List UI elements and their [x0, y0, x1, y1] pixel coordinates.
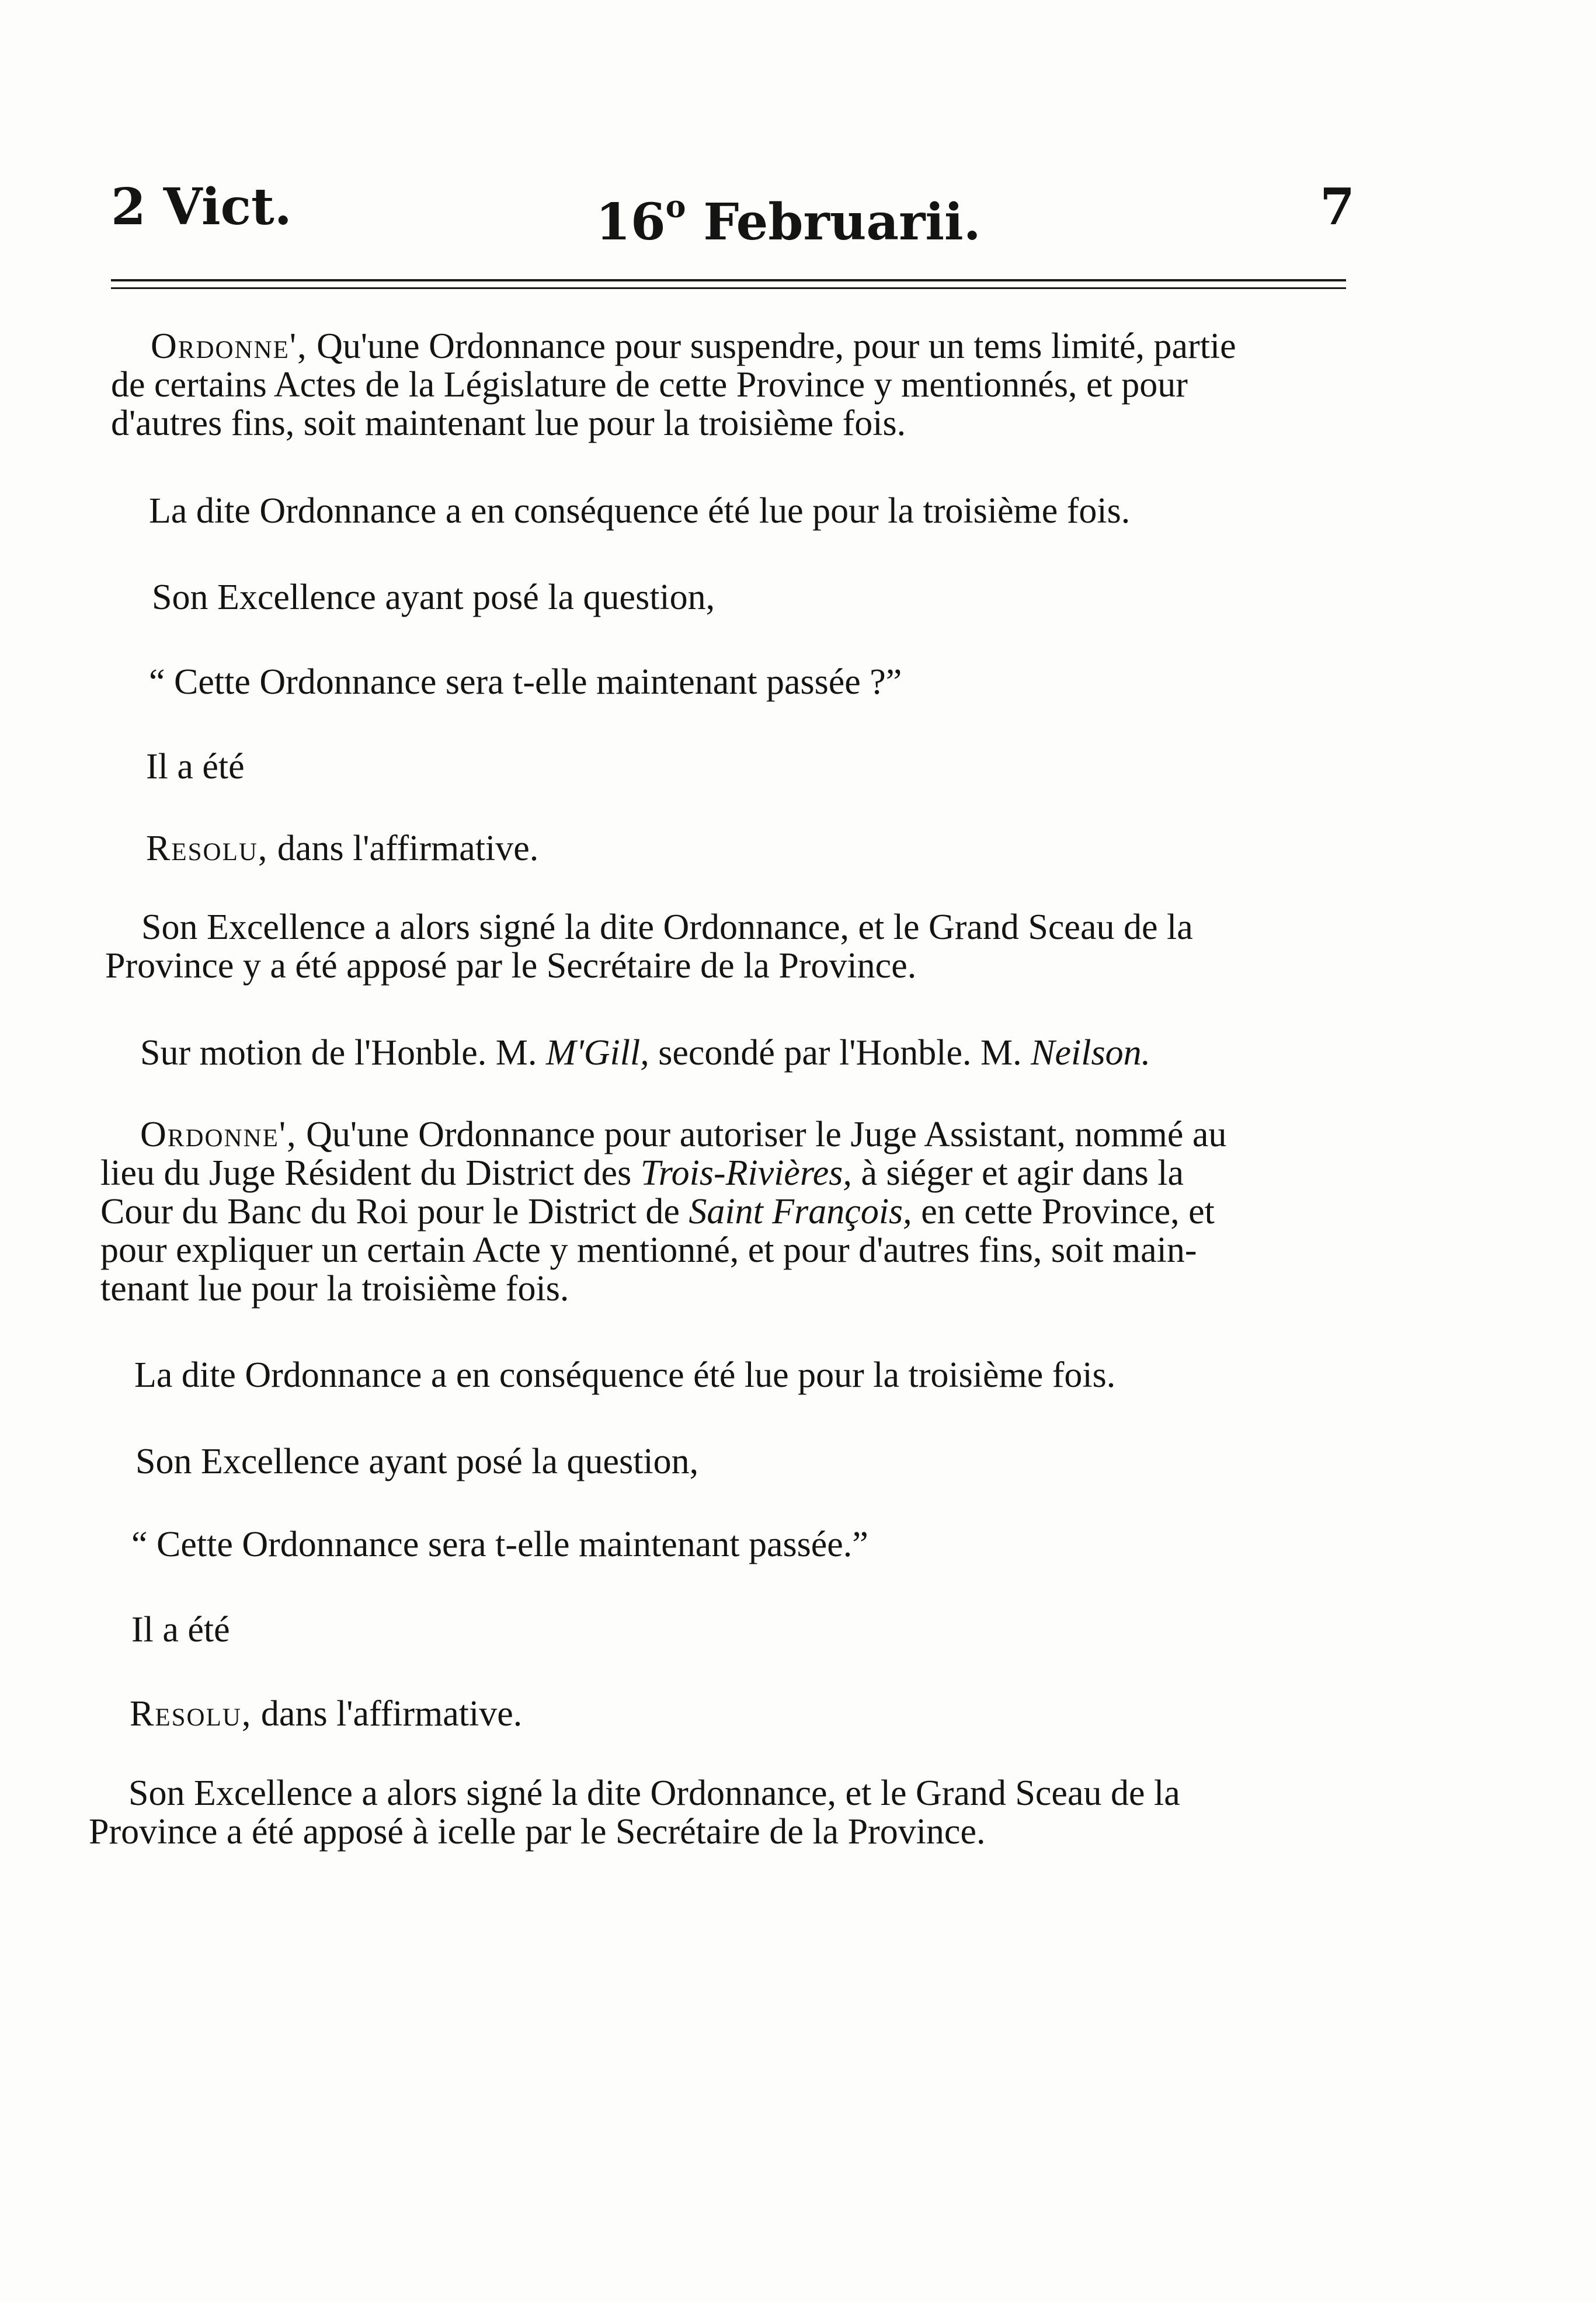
header-rule-thin: [111, 287, 1346, 289]
header-date-month: Februarii.: [686, 193, 981, 252]
paragraph-motion: [140, 1034, 1150, 1072]
mover-name: M'Gill,: [545, 1033, 649, 1073]
paragraph-resolu-2: [130, 1695, 522, 1733]
paragraph-quote-1: “ Cette Ordonnance sera t-elle maintenant passée ?”: [149, 662, 902, 702]
header-rule-thick: [111, 279, 1346, 281]
paragraph-ordonne-1: [111, 327, 1236, 443]
header-date-day: 16: [596, 193, 666, 252]
paragraph-line: Cour du Banc du Roi pour le District de: [100, 1192, 689, 1231]
page-number: 7: [1320, 178, 1355, 236]
paragraph-line: Qu'une Ordonnance pour autoriser le Juge Assistant, nommé au: [297, 1115, 1227, 1154]
paragraph-question-1: Son Excellence ayant posé la question,: [152, 578, 715, 617]
paragraph-line: en cette Province, et: [912, 1192, 1215, 1231]
paragraph-sceau-2: [89, 1774, 1180, 1851]
paragraph-line: d'autres fins, soit maintenant lue pour la troisième fois.: [111, 403, 906, 443]
ordonne-lead: Ordonne',: [140, 1115, 297, 1154]
seconder-name: Neilson.: [1031, 1033, 1151, 1073]
resolu-lead: Resolu,: [130, 1694, 252, 1734]
regnal-year: 2 Vict.: [111, 178, 292, 236]
paragraph-ordonne-2: [100, 1115, 1226, 1308]
paragraph-line: tenant lue pour la troisième fois.: [100, 1269, 569, 1309]
paragraph-quote-2: “ Cette Ordonnance sera t-elle maintenant passée.”: [131, 1525, 868, 1564]
ordonne-lead: Ordonne',: [151, 326, 308, 366]
paragraph-line: Son Excellence a alors signé la dite Ordonnance, et le Grand Sceau de la: [141, 907, 1193, 947]
paragraph-il-a-ete-2: Il a été: [131, 1610, 230, 1650]
place-name: Saint François,: [689, 1192, 912, 1231]
place-name: Trois-Rivières,: [640, 1153, 852, 1193]
paragraph-resolu-1: [146, 829, 538, 868]
paragraph-sceau-1: [105, 908, 1193, 985]
paragraph-lue-2: La dite Ordonnance a en conséquence été lue pour la troisième fois.: [134, 1355, 1116, 1395]
resolu-text: dans l'affirmative.: [252, 1694, 523, 1734]
paragraph-question-2: Son Excellence ayant posé la question,: [135, 1442, 699, 1481]
paragraph-line: Qu'une Ordonnance pour suspendre, pour un tems limité, partie: [307, 326, 1236, 366]
resolu-text: dans l'affirmative.: [268, 829, 539, 868]
paragraph-line: pour expliquer un certain Acte y mentionné, et pour d'autres fins, soit main-: [100, 1230, 1197, 1270]
paragraph-il-a-ete-1: Il a été: [146, 747, 245, 787]
paragraph-line: à siéger et agir dans la: [851, 1153, 1184, 1193]
paragraph-lue-1: La dite Ordonnance a en conséquence été lue pour la troisième fois.: [149, 491, 1131, 531]
paragraph-line: Province y a été apposé par le Secrétaire de la Province.: [105, 946, 917, 986]
paragraph-line: Son Excellence a alors signé la dite Ordonnance, et le Grand Sceau de la: [128, 1773, 1180, 1813]
motion-text: Sur motion de l'Honble. M.: [140, 1033, 546, 1073]
header-date-ordinal: o: [665, 189, 686, 225]
header-date: [596, 172, 981, 258]
running-header: [111, 172, 1355, 252]
motion-text: secondé par l'Honble. M.: [649, 1033, 1031, 1073]
paragraph-line: de certains Actes de la Législature de cette Province y mentionnés, et pour: [111, 365, 1188, 405]
paragraph-line: Province a été apposé à icelle par le Secrétaire de la Province.: [89, 1812, 986, 1852]
resolu-lead: Resolu,: [146, 829, 269, 868]
paragraph-line: lieu du Juge Résident du District des: [100, 1153, 641, 1193]
